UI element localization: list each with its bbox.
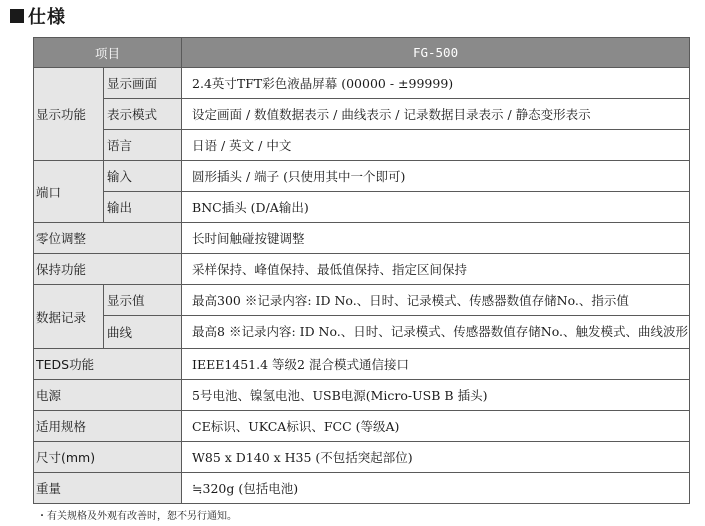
table-row <box>34 99 690 130</box>
section-title: 仕様 <box>28 7 66 28</box>
table-row <box>34 254 690 285</box>
value-size: W85 x D140 x H35 (不包括突起部位) <box>182 442 690 473</box>
value-weight: ≒320g (包括电池) <box>182 473 690 504</box>
row-label-weight: 重量 <box>34 473 182 504</box>
row-label-display-function: 显示功能 <box>34 68 104 161</box>
row-label-size: 尺寸(mm) <box>34 442 182 473</box>
table-row <box>34 316 690 349</box>
row-label-port: 端口 <box>34 161 104 223</box>
table-row <box>34 285 690 316</box>
sub-label-screen: 显示画面 <box>104 68 182 99</box>
table-row <box>34 161 690 192</box>
table-row <box>34 223 690 254</box>
value-teds: IEEE1451.4 等级2 混合模式通信接口 <box>182 349 690 380</box>
row-label-power: 电源 <box>34 380 182 411</box>
row-label-data-record: 数据记录 <box>34 285 104 349</box>
table-row <box>34 442 690 473</box>
sub-label-display-value: 显示值 <box>104 285 182 316</box>
sub-label-curve: 曲线 <box>104 316 182 349</box>
value-display-value: 最高300 ※记录内容: ID No.、日时、记录模式、传感器数值存储No.、指示值 <box>182 285 690 316</box>
table-row <box>34 411 690 442</box>
row-label-zero-adjust: 零位调整 <box>34 223 182 254</box>
table-header-row <box>34 38 690 68</box>
row-label-standards: 适用规格 <box>34 411 182 442</box>
square-bullet-icon <box>10 9 24 23</box>
value-standards: CE标识、UKCA标识、FCC (等级A) <box>182 411 690 442</box>
sub-label-output: 输出 <box>104 192 182 223</box>
table-row <box>34 192 690 223</box>
value-power: 5号电池、镍氢电池、USB电源(Micro-USB B 插头) <box>182 380 690 411</box>
footnote: ・有关规格及外观有改善时，恕不另行通知。 <box>37 511 237 522</box>
value-mode: 设定画面 / 数值数据表示 / 曲线表示 / 记录数据目录表示 / 静态变形表示 <box>182 99 690 130</box>
sub-label-language: 语言 <box>104 130 182 161</box>
row-label-hold: 保持功能 <box>34 254 182 285</box>
section-heading <box>10 3 66 29</box>
value-input: 圆形插头 / 端子 (只使用其中一个即可) <box>182 161 690 192</box>
value-screen: 2.4英寸TFT彩色液晶屏幕 (00000 - ±99999) <box>182 68 690 99</box>
header-item: 项目 <box>34 38 182 68</box>
table-row <box>34 380 690 411</box>
value-curve: 最高8 ※记录内容: ID No.、日时、记录模式、传感器数值存储No.、触发模式、曲线波形 <box>182 316 690 349</box>
sub-label-input: 输入 <box>104 161 182 192</box>
row-label-teds: TEDS功能 <box>34 349 182 380</box>
spec-table <box>33 37 690 504</box>
value-zero-adjust: 长时间触碰按键调整 <box>182 223 690 254</box>
header-model: FG-500 <box>182 38 690 68</box>
value-hold: 采样保持、峰值保持、最低值保持、指定区间保持 <box>182 254 690 285</box>
table-row <box>34 473 690 504</box>
sub-label-mode: 表示模式 <box>104 99 182 130</box>
table-row <box>34 349 690 380</box>
value-output: BNC插头 (D/A输出) <box>182 192 690 223</box>
value-language: 日语 / 英文 / 中文 <box>182 130 690 161</box>
table-row <box>34 130 690 161</box>
table-row <box>34 68 690 99</box>
